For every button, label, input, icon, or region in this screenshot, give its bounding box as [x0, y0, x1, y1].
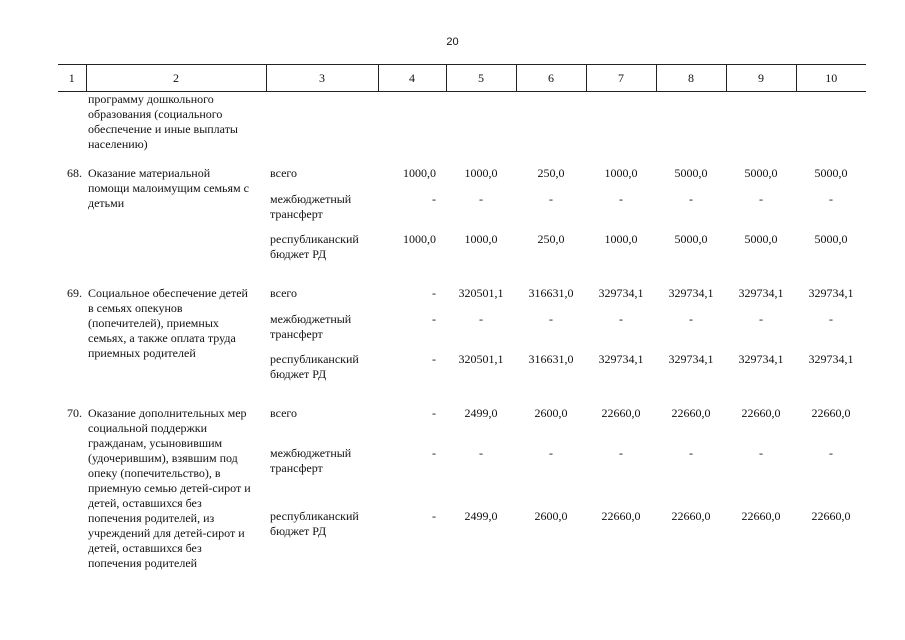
value-cell [796, 166, 866, 192]
funding-source-line: республиканский [270, 232, 359, 246]
value-cell-line: - [759, 312, 763, 326]
value-cell-line: - [689, 312, 693, 326]
value-cell [796, 406, 866, 446]
value-cell-line: 316631,0 [528, 286, 574, 300]
value-cell-line: - [479, 312, 483, 326]
value-cell [656, 352, 726, 392]
empty-cell [726, 92, 796, 153]
value-cell-line: 329734,1 [738, 352, 784, 366]
value-cell-line: - [759, 446, 763, 461]
value-cell [656, 509, 726, 571]
empty-cell [378, 92, 446, 153]
funding-source-line: республиканский [270, 508, 359, 523]
value-cell [378, 509, 446, 571]
column-header: 7 [586, 65, 656, 92]
value-cell-line: 5000,0 [744, 166, 778, 180]
value-cell-line: - [432, 192, 436, 206]
column-header: 1 [58, 65, 86, 92]
value-cell [516, 166, 586, 192]
funding-source [266, 509, 378, 571]
value-cell [796, 286, 866, 312]
value-cell-line: 5000,0 [674, 232, 708, 246]
item-name-line: детей, оставшихся без [88, 496, 202, 510]
funding-source-line: республиканский [270, 352, 359, 366]
empty-cell [446, 92, 516, 153]
value-cell-line: 1000,0 [403, 232, 436, 246]
funding-source-line: трансферт [270, 461, 323, 476]
value-cell [586, 232, 656, 272]
value-cell [378, 286, 446, 312]
value-cell-line: 22660,0 [811, 406, 851, 420]
value-cell [726, 286, 796, 312]
item-name-line: Оказание дополнительных мер [88, 406, 247, 420]
page-number: 20 [446, 36, 459, 48]
value-cell [446, 446, 516, 508]
value-cell [446, 232, 516, 272]
item-name [86, 286, 266, 392]
item-name-line: образования (социального [88, 107, 223, 121]
budget-table [58, 64, 866, 571]
value-cell-line: 5000,0 [744, 232, 778, 246]
value-cell [446, 166, 516, 192]
column-header: 10 [796, 65, 866, 92]
value-cell-line: 329734,1 [808, 286, 854, 300]
value-cell-line: 2600,0 [534, 406, 568, 420]
value-cell-line: 1000,0 [464, 166, 498, 180]
value-cell [726, 406, 796, 446]
value-cell-line: - [619, 192, 623, 206]
item-name-line: гражданам, усыновившим [88, 436, 223, 450]
value-cell-line: - [619, 446, 623, 461]
value-cell-line: 22660,0 [811, 508, 851, 523]
value-cell [656, 446, 726, 508]
value-cell-line: - [432, 312, 436, 326]
value-cell-line: 1000,0 [403, 166, 436, 180]
value-cell [516, 352, 586, 392]
item-name [86, 406, 266, 571]
value-cell-line: 5000,0 [814, 232, 848, 246]
value-cell-line: 1000,0 [604, 166, 638, 180]
value-cell-line: 2600,0 [534, 508, 568, 523]
funding-source-line: бюджет РД [270, 367, 327, 381]
value-cell [586, 166, 656, 192]
item-name-line: Социальное обеспечение детей [88, 286, 248, 300]
row-gap [58, 392, 866, 406]
value-cell [378, 232, 446, 272]
table-row [58, 166, 866, 192]
value-cell-line: - [432, 286, 436, 300]
value-cell [656, 286, 726, 312]
value-cell [796, 232, 866, 272]
funding-source-line: всего [270, 406, 298, 420]
value-cell [378, 166, 446, 192]
value-cell-line: - [689, 446, 693, 461]
item-name [86, 166, 266, 272]
value-cell [726, 312, 796, 352]
value-cell [726, 446, 796, 508]
empty-cell [516, 92, 586, 153]
empty-cell [656, 92, 726, 153]
value-cell-line: - [479, 446, 483, 461]
gap-cell [58, 152, 866, 166]
value-cell-line: 5000,0 [674, 166, 708, 180]
column-header: 9 [726, 65, 796, 92]
value-cell [656, 166, 726, 192]
funding-source-line: бюджет РД [270, 523, 327, 538]
item-name-line: социальной поддержки [88, 421, 208, 435]
table-row [58, 406, 866, 446]
value-cell [796, 446, 866, 508]
value-cell-line: 329734,1 [668, 286, 714, 300]
funding-source [266, 312, 378, 352]
item-name-line: попечения родителей [88, 556, 198, 570]
value-cell [656, 312, 726, 352]
item-name-line: населению) [88, 137, 148, 151]
funding-source [266, 352, 378, 392]
value-cell [516, 312, 586, 352]
item-name-line: учреждений для детей-сирот и [88, 526, 245, 540]
value-cell [586, 406, 656, 446]
row-number-line: 68. [67, 166, 82, 180]
row-gap [58, 272, 866, 286]
value-cell-line: 22660,0 [601, 406, 641, 420]
item-name-line: приемную семью детей-сирот и [88, 481, 251, 495]
value-cell-line: 329734,1 [738, 286, 784, 300]
value-cell [586, 312, 656, 352]
value-cell [586, 352, 656, 392]
funding-source-line: всего [270, 166, 298, 180]
value-cell-line: - [432, 508, 436, 523]
funding-source-line: трансферт [270, 207, 323, 221]
funding-source [266, 446, 378, 508]
value-cell [446, 509, 516, 571]
value-cell-line: - [432, 406, 436, 420]
value-cell-line: 22660,0 [601, 508, 641, 523]
value-cell [656, 232, 726, 272]
value-cell-line: 22660,0 [671, 508, 711, 523]
value-cell-line: 250,0 [537, 166, 565, 180]
value-cell [378, 312, 446, 352]
value-cell [796, 352, 866, 392]
funding-source-line: бюджет РД [270, 247, 327, 261]
value-cell [796, 509, 866, 571]
value-cell [516, 509, 586, 571]
funding-source-line: межбюджетный [270, 312, 352, 326]
item-name [86, 92, 266, 153]
funding-source [266, 166, 378, 192]
value-cell [378, 352, 446, 392]
funding-source-line: межбюджетный [270, 446, 352, 461]
value-cell [726, 352, 796, 392]
funding-source [266, 192, 378, 232]
row-number-line: 70. [67, 406, 82, 420]
value-cell [446, 406, 516, 446]
value-cell-line: 5000,0 [814, 166, 848, 180]
column-header: 2 [86, 65, 266, 92]
funding-source [266, 406, 378, 446]
value-cell-line: 22660,0 [741, 508, 781, 523]
value-cell [796, 192, 866, 232]
item-name-line: в семьях опекунов [88, 301, 183, 315]
row-number-line: 69. [67, 286, 82, 300]
funding-source [266, 286, 378, 312]
row-number [58, 406, 86, 571]
value-cell [726, 166, 796, 192]
value-cell-line: 2499,0 [464, 508, 498, 523]
value-cell-line: 329734,1 [598, 352, 644, 366]
value-cell-line: 316631,0 [528, 352, 574, 366]
value-cell-line: 250,0 [537, 232, 565, 246]
item-name-line: (удочерившим), взявшим под [88, 451, 238, 465]
value-cell [516, 446, 586, 508]
item-name-line: детьми [88, 196, 125, 210]
item-name-line: обеспечение и иные выплаты [88, 122, 238, 136]
column-header: 5 [446, 65, 516, 92]
value-cell [446, 312, 516, 352]
value-cell [796, 312, 866, 352]
item-name-line: попечения родителей, из [88, 511, 215, 525]
value-cell-line: - [759, 192, 763, 206]
value-cell [446, 352, 516, 392]
gap-cell [58, 392, 866, 406]
value-cell-line: - [432, 446, 436, 461]
value-cell [378, 192, 446, 232]
header-row [58, 65, 866, 92]
item-name-line: опеку (попечительство), в [88, 466, 221, 480]
value-cell [516, 232, 586, 272]
item-name-line: детей, оставшихся без [88, 541, 202, 555]
value-cell-line: - [619, 312, 623, 326]
value-cell-line: - [829, 312, 833, 326]
value-cell [378, 406, 446, 446]
value-cell-line: - [549, 446, 553, 461]
value-cell-line: - [432, 352, 436, 366]
value-cell [656, 406, 726, 446]
value-cell-line: - [829, 192, 833, 206]
funding-source-line: всего [270, 286, 298, 300]
item-name-line: программу дошкольного [88, 92, 214, 106]
value-cell-line: - [829, 446, 833, 461]
column-header: 8 [656, 65, 726, 92]
value-cell [656, 192, 726, 232]
value-cell-line: 1000,0 [464, 232, 498, 246]
value-cell-line: - [689, 192, 693, 206]
column-header: 4 [378, 65, 446, 92]
value-cell-line: - [549, 192, 553, 206]
value-cell-line: 22660,0 [741, 406, 781, 420]
column-header: 3 [266, 65, 378, 92]
value-cell [516, 406, 586, 446]
value-cell-line: 2499,0 [464, 406, 498, 420]
funding-source [266, 232, 378, 272]
value-cell [586, 446, 656, 508]
row-number [58, 166, 86, 272]
gap-cell [58, 272, 866, 286]
value-cell [586, 509, 656, 571]
item-name-line: приемных родителей [88, 346, 196, 360]
row-number [58, 286, 86, 392]
funding-source-line: межбюджетный [270, 192, 352, 206]
value-cell [586, 286, 656, 312]
value-cell [446, 192, 516, 232]
value-cell [726, 509, 796, 571]
item-name-line: Оказание материальной [88, 166, 211, 180]
value-cell [726, 232, 796, 272]
item-name-line: семьях, а также оплата труда [88, 331, 236, 345]
value-cell [586, 192, 656, 232]
empty-cell [586, 92, 656, 153]
value-cell-line: 329734,1 [668, 352, 714, 366]
item-name-line: (попечителей), приемных [88, 316, 219, 330]
value-cell-line: 320501,1 [458, 286, 504, 300]
value-cell [378, 446, 446, 508]
column-header: 6 [516, 65, 586, 92]
value-cell [726, 192, 796, 232]
table-row [58, 92, 866, 153]
empty-cell [796, 92, 866, 153]
item-name-line: помощи малоимущим семьям с [88, 181, 249, 195]
row-gap [58, 152, 866, 166]
empty-cell [266, 92, 378, 153]
value-cell-line: 329734,1 [598, 286, 644, 300]
value-cell-line: - [479, 192, 483, 206]
value-cell-line: - [549, 312, 553, 326]
row-number [58, 92, 86, 153]
value-cell-line: 1000,0 [604, 232, 638, 246]
value-cell [516, 286, 586, 312]
funding-source-line: трансферт [270, 327, 323, 341]
value-cell-line: 320501,1 [458, 352, 504, 366]
value-cell [516, 192, 586, 232]
value-cell-line: 22660,0 [671, 406, 711, 420]
value-cell [446, 286, 516, 312]
table-row [58, 286, 866, 312]
value-cell-line: 329734,1 [808, 352, 854, 366]
